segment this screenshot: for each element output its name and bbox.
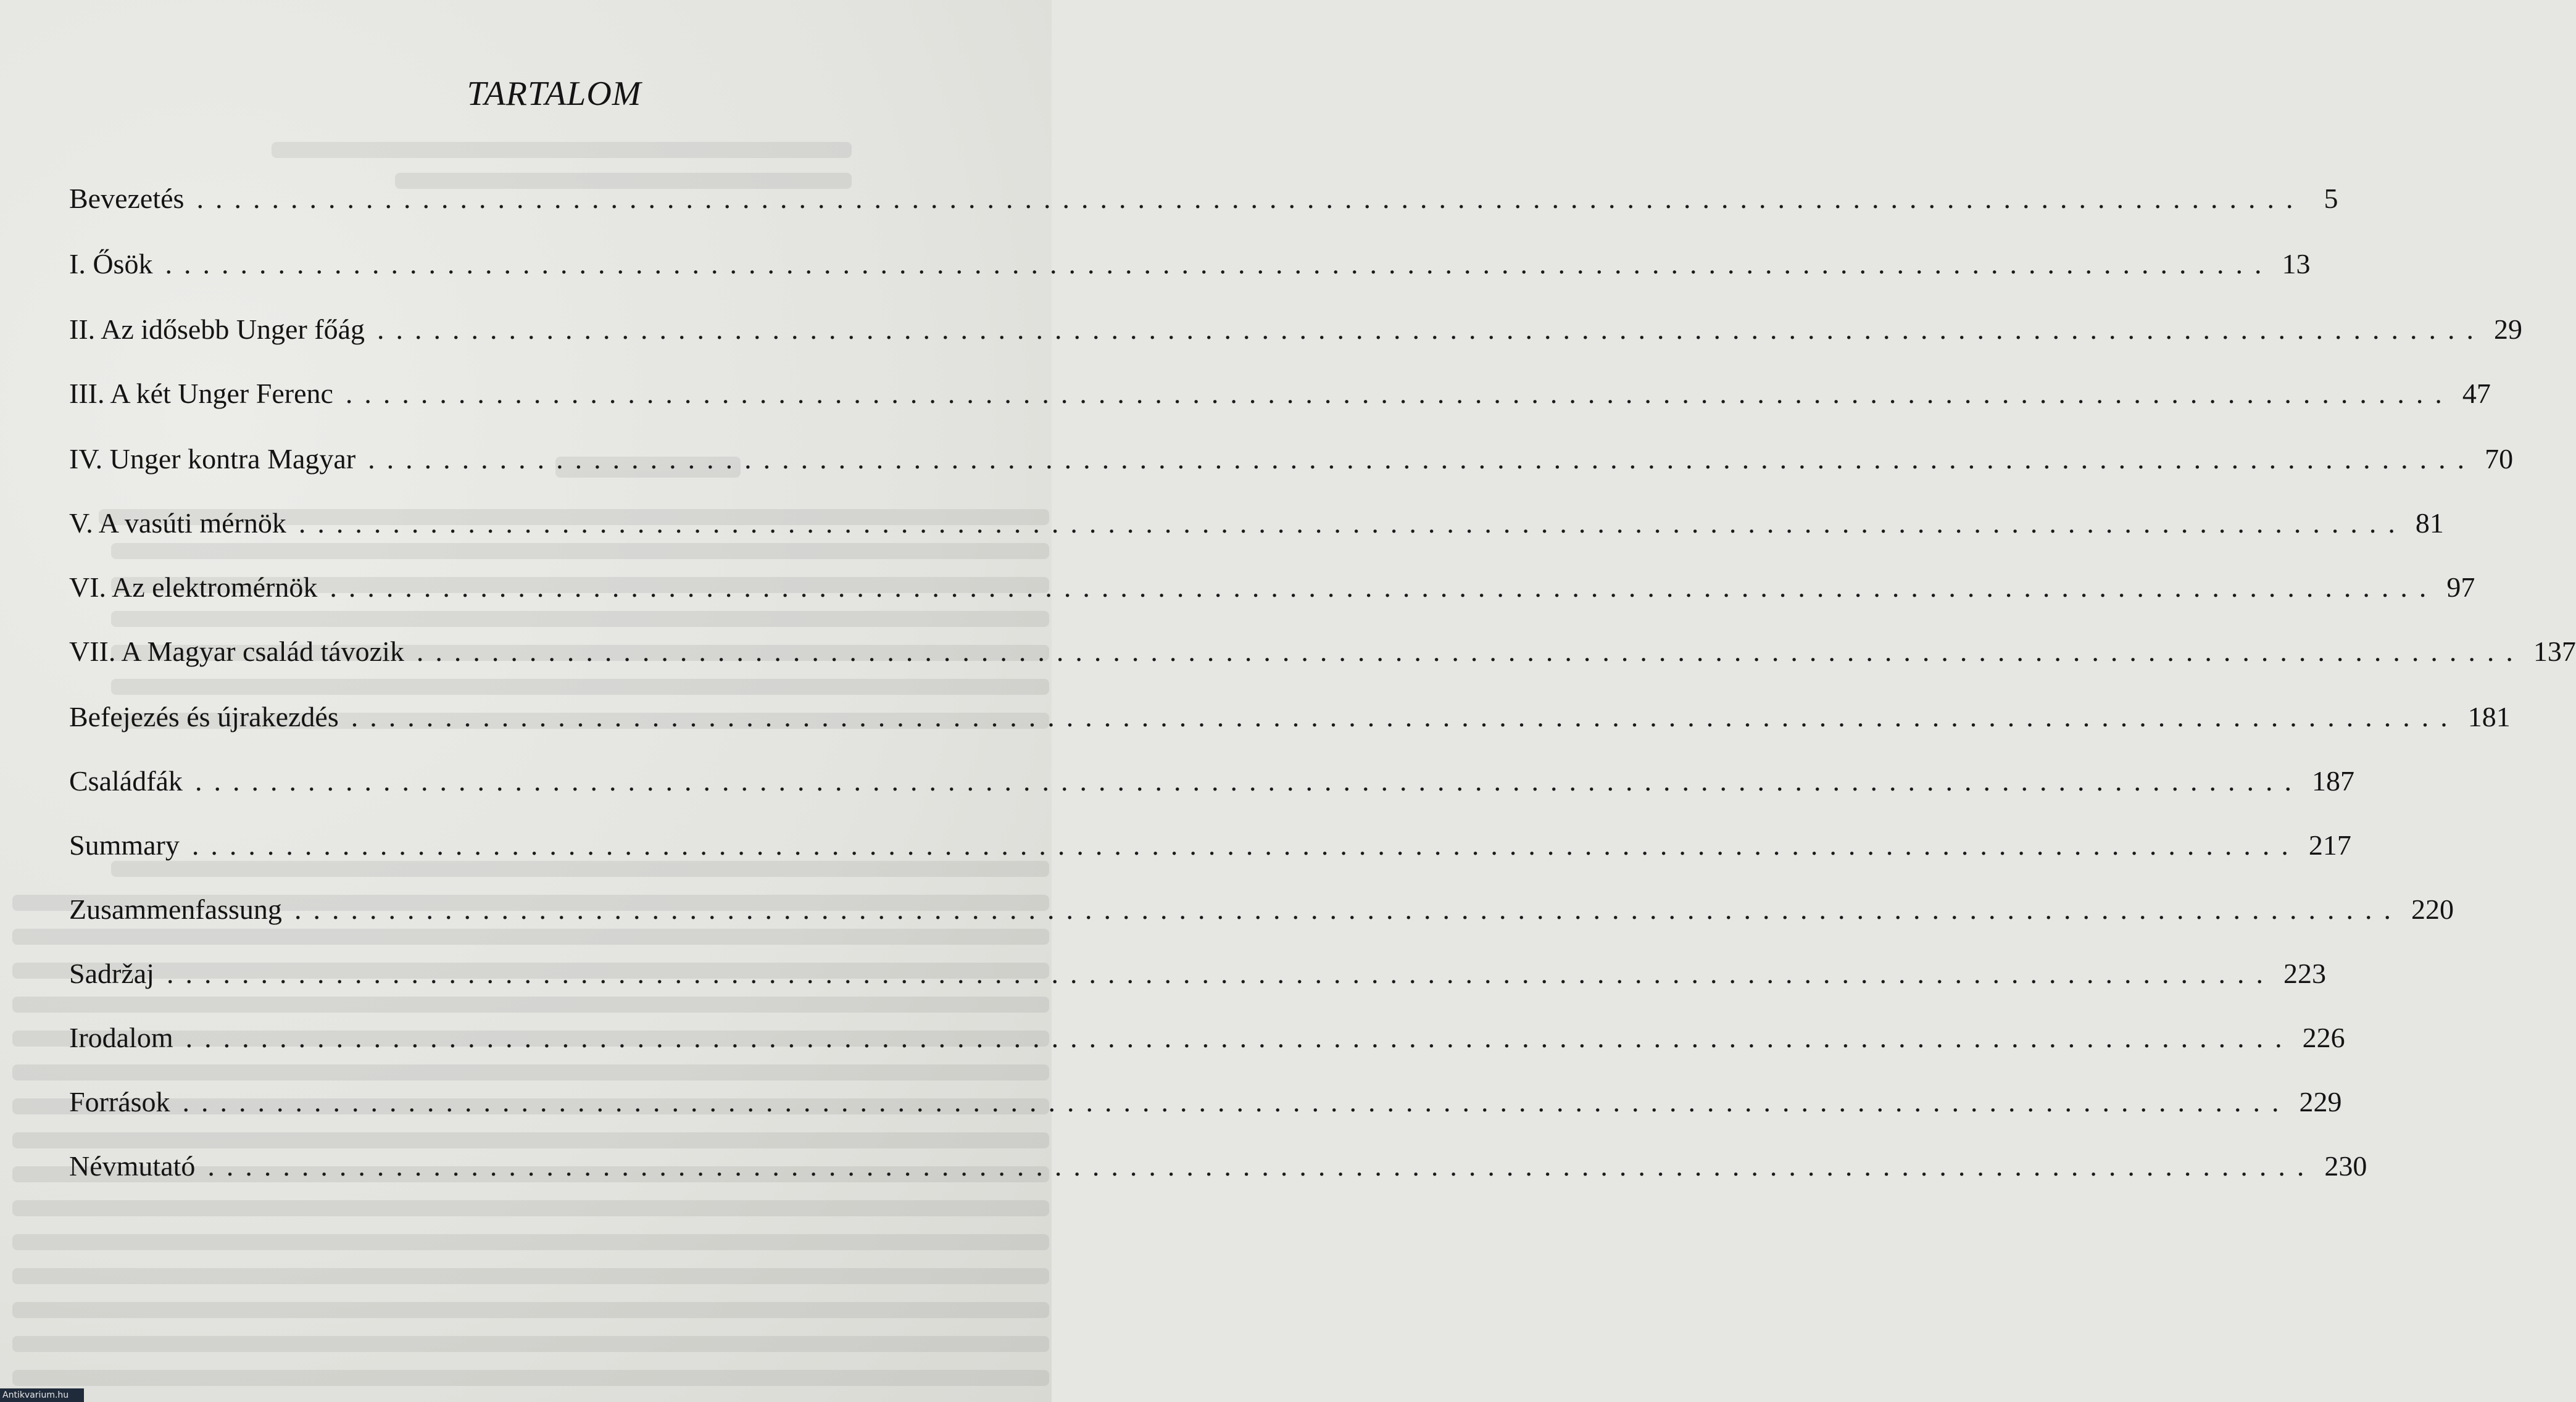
dot-leader: ................................................................................................................ bbox=[345, 378, 2454, 409]
toc-entry bbox=[69, 956, 2326, 991]
toc-entry-label: II. Az idősebb Unger főág bbox=[69, 313, 365, 345]
dot-leader: ................................................................................................................ bbox=[351, 701, 2459, 732]
toc-entry-page: 137 bbox=[2533, 636, 2576, 667]
toc-entry bbox=[69, 442, 2514, 476]
toc-entry bbox=[69, 1085, 2342, 1119]
dot-leader: ................................................................................................................ bbox=[330, 571, 2438, 603]
dot-leader: ................................................................................................................ bbox=[185, 1022, 2294, 1053]
dot-leader: ................................................................................................................ bbox=[298, 507, 2407, 539]
toc-entry-label: Családfák bbox=[69, 765, 183, 797]
toc-entry-label: IV. Unger kontra Magyar bbox=[69, 443, 356, 475]
toc-entry bbox=[69, 700, 2511, 734]
toc-entry-page: 97 bbox=[2446, 571, 2475, 603]
dot-leader: ................................................................................................................ bbox=[166, 958, 2275, 989]
toc-entry-label: Summary bbox=[69, 829, 180, 861]
toc-entry-label: VI. Az elektromérnök bbox=[69, 571, 318, 603]
toc-entry-page: 13 bbox=[2282, 248, 2311, 280]
toc-entry-label: Sadržaj bbox=[69, 958, 154, 989]
toc-entry bbox=[69, 828, 2351, 863]
watermark: Antikvarium.hu bbox=[0, 1388, 84, 1402]
toc-entry bbox=[69, 634, 2576, 669]
dot-leader: ................................................................................................................ bbox=[191, 829, 2300, 861]
toc-entry-page: 5 bbox=[2324, 183, 2338, 214]
toc-entry-page: 226 bbox=[2302, 1022, 2345, 1053]
toc-entry-label: Névmutató bbox=[69, 1150, 196, 1182]
toc-entry bbox=[69, 247, 2311, 281]
dot-leader: ................................................................................................................ bbox=[416, 636, 2525, 667]
toc-entry-label: I. Ősök bbox=[69, 248, 153, 280]
toc-entry-label: Források bbox=[69, 1086, 170, 1118]
toc-entry bbox=[69, 764, 2354, 798]
toc-entry-page: 181 bbox=[2467, 701, 2511, 732]
dot-leader: ................................................................................................................ bbox=[194, 765, 2303, 797]
toc-entry-page: 47 bbox=[2462, 378, 2491, 409]
toc-entry-label: V. A vasúti mérnök bbox=[69, 507, 286, 539]
toc-entry-page: 70 bbox=[2485, 443, 2514, 475]
toc-entry-label: Irodalom bbox=[69, 1022, 173, 1053]
toc-entry bbox=[69, 312, 2523, 347]
toc-entry bbox=[69, 506, 2444, 541]
toc-entry-page: 229 bbox=[2299, 1086, 2342, 1118]
toc-entry bbox=[69, 1149, 2367, 1184]
toc-entry-page: 187 bbox=[2311, 765, 2354, 797]
dot-leader: ................................................................................................................ bbox=[165, 248, 2274, 280]
toc-entry-label: III. A két Unger Ferenc bbox=[69, 378, 333, 409]
toc-entry-label: Zusammenfassung bbox=[69, 894, 282, 925]
dot-leader: ................................................................................................................ bbox=[196, 183, 2305, 214]
toc-entry-label: Befejezés és újrakezdés bbox=[69, 701, 339, 732]
dot-leader: ................................................................................................................ bbox=[377, 313, 2486, 345]
toc-entry-page: 29 bbox=[2494, 313, 2523, 345]
toc-entry bbox=[69, 570, 2475, 605]
toc-entry bbox=[69, 1021, 2345, 1055]
toc-entry-page: 223 bbox=[2283, 958, 2326, 989]
page-title: TARTALOM bbox=[467, 75, 642, 113]
toc-entry bbox=[69, 892, 2454, 927]
toc-entry-label: VII. A Magyar család távozik bbox=[69, 636, 404, 667]
toc-entry bbox=[69, 376, 2491, 411]
toc-entry-page: 81 bbox=[2415, 507, 2444, 539]
toc-entry-page: 230 bbox=[2324, 1150, 2367, 1182]
dot-leader: ................................................................................................................ bbox=[182, 1086, 2291, 1118]
dot-leader: ................................................................................................................ bbox=[294, 894, 2403, 925]
toc-entry-label: Bevezetés bbox=[69, 183, 185, 214]
toc-entry bbox=[69, 181, 2338, 216]
dot-leader: ................................................................................................................ bbox=[368, 443, 2477, 475]
toc-entry-page: 217 bbox=[2308, 829, 2351, 861]
toc-entry-page: 220 bbox=[2411, 894, 2454, 925]
dot-leader: ................................................................................................................ bbox=[207, 1150, 2316, 1182]
